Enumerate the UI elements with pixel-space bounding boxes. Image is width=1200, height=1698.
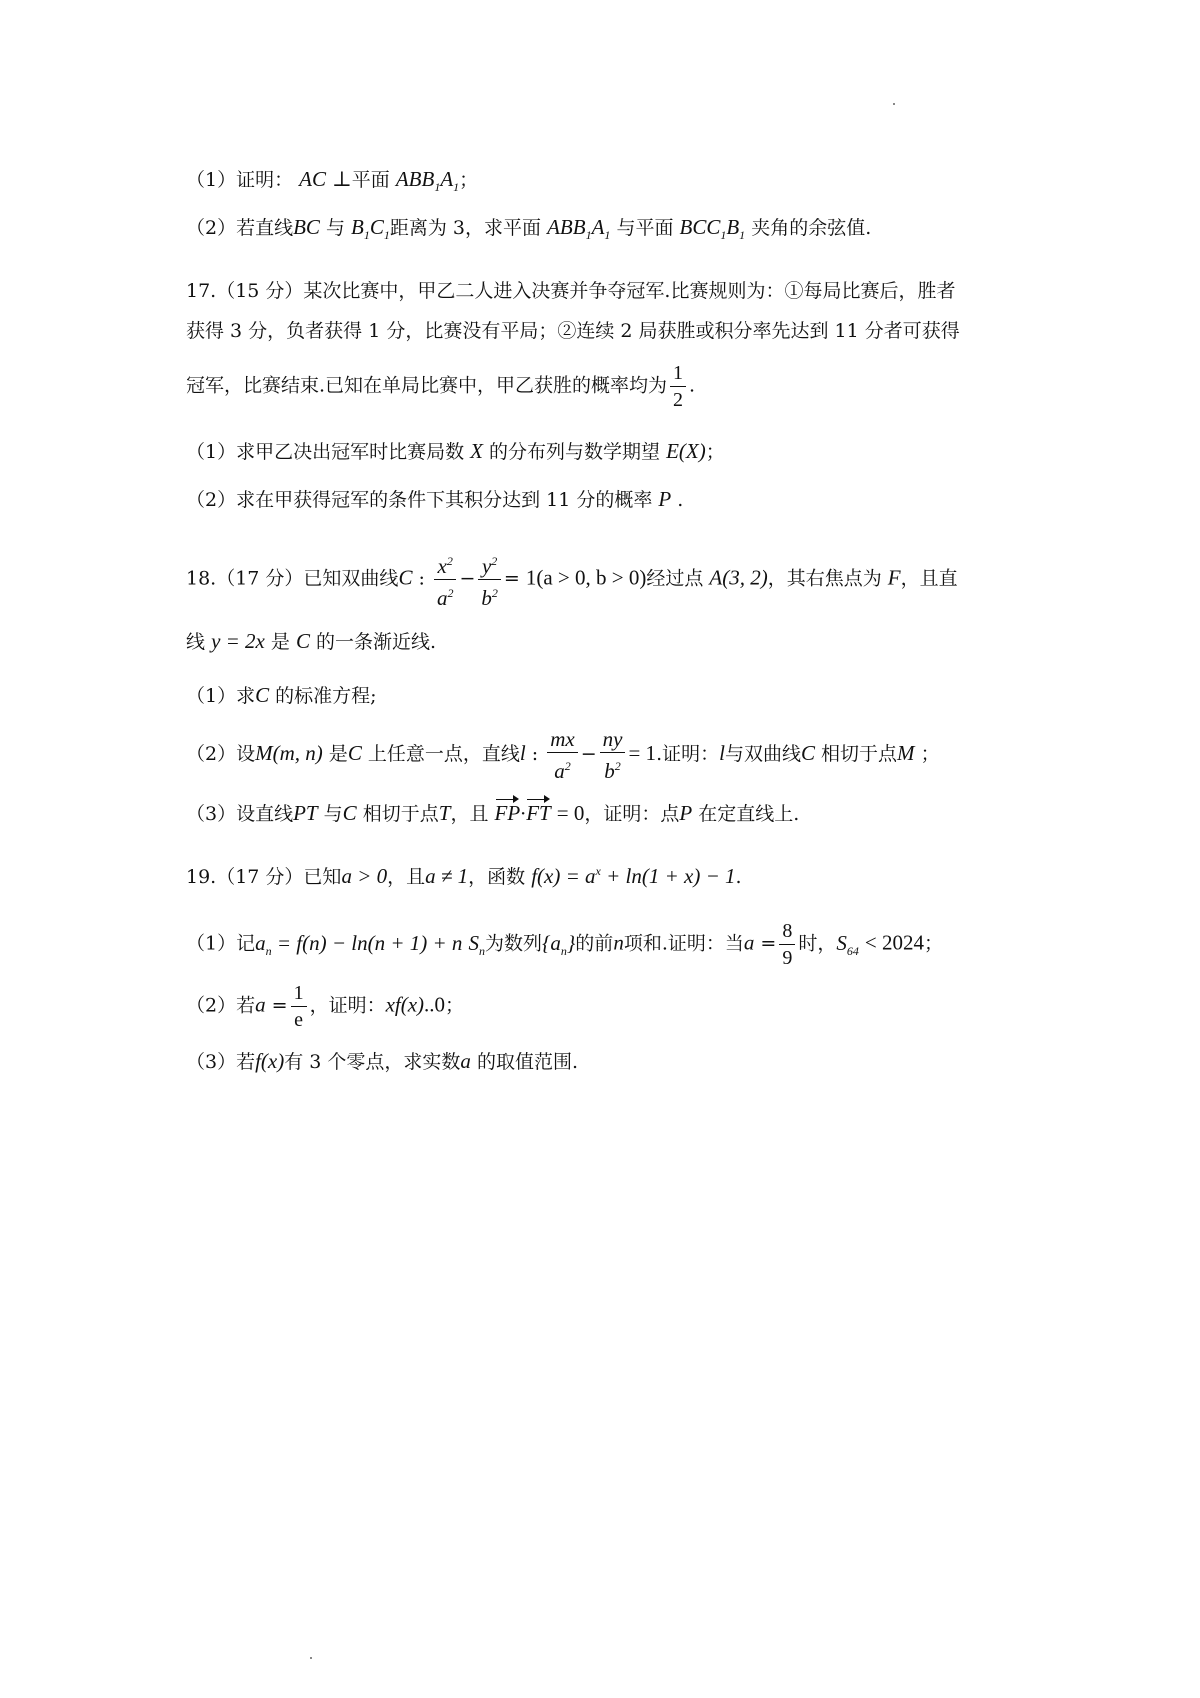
q18-part1: （1）求C 的标准方程; — [186, 683, 377, 707]
q18-part3: （3）设直线PT 与C 相切于点T，且 FP·FT = 0，证明：点P 在定直线上. — [186, 796, 799, 827]
math-c: C — [398, 565, 413, 590]
q18-part2: （2）设M(m, n) 是C 上任意一点，直线l : $\frac{mx}{a^2}$ − $\frac{ny}{b^2}$ = 1.证明：l与双曲线C 相切于点M ； — [186, 727, 940, 783]
q17-line2: 获得 3 分，负者获得 1 分，比赛没有平局；②连续 2 局获胜或积分率先达到 11 分者可获得 — [186, 320, 960, 342]
math-s64: $S_{64}$ — [836, 930, 859, 958]
math-xfx: xf(x) — [385, 992, 425, 1017]
math-fraction-y2-b2: $\frac{y^2}{b^2}$ — [478, 548, 501, 611]
math-fraction-1-e: $\frac{1}{e}$ — [291, 980, 307, 1033]
q18-line2: 线 y = 2x 是 C 的一条渐近线. — [186, 629, 437, 653]
q16-part1: （1）证明： AC ⊥平面 $ABB_1A_1$； — [186, 167, 479, 195]
math-x: X — [470, 439, 483, 463]
math-f: F — [887, 565, 901, 590]
math-bcc1b1: $BCC_1B_1$ — [679, 215, 746, 243]
math-perp: ⊥ — [332, 167, 352, 191]
math-fraction-x2-a2: $\frac{x^2}{a^2}$ — [434, 548, 457, 611]
math-p: P — [658, 487, 672, 511]
math-plane-abb1a1: $ABB_1A_1$ — [395, 167, 460, 195]
math-t: T — [438, 801, 451, 825]
q16-part2: （2）若直线BC 与 $B_1C_1$距离为 3，求平面 $ABB_1A_1$ 与平面 $BCC_1B_1$ 夹角的余弦值. — [186, 215, 872, 243]
math-a: a — [255, 992, 266, 1017]
math-function-f: $f(x) = a^x + \ln(1 + x) - 1$ — [531, 864, 736, 888]
math-m: M — [897, 741, 915, 765]
math-pt: PT — [293, 801, 318, 825]
math-sn: $S_n$ — [468, 930, 485, 958]
math-m-point: M(m, n) — [255, 741, 323, 765]
math-c: C — [295, 629, 310, 653]
math-vector-fp: FP — [495, 796, 521, 826]
q19-part3: （3）若f(x)有 3 个零点，求实数a 的取值范围. — [186, 1049, 579, 1073]
math-a: a — [743, 930, 755, 955]
q19-part2: （2）若a = $\frac{1}{e}$ ，证明：xf(x)..0； — [186, 982, 465, 1031]
math-c: C — [800, 741, 815, 765]
math-vector-ft: FT — [526, 796, 551, 826]
math-a: a — [460, 1049, 471, 1073]
q17-part2: （2）求在甲获得冠军的条件下其积分达到 11 分的概率 P . — [186, 487, 684, 511]
math-fraction-ny-b2: $\frac{ny}{b^2}$ — [600, 726, 626, 784]
math-fraction-half: $\frac{1}{2}$ — [670, 360, 686, 413]
math-n: n — [613, 930, 624, 955]
math-p: P — [679, 801, 693, 825]
scan-speck — [310, 1657, 312, 1659]
math-c: C — [342, 801, 357, 825]
math-abb1a1: $ABB_1A_1$ — [547, 215, 611, 243]
math-bc: BC — [293, 215, 320, 239]
math-c: C — [255, 683, 270, 707]
math-l: l — [719, 741, 725, 765]
scan-speck — [893, 103, 895, 105]
math-fx: f(x) — [255, 1049, 285, 1073]
q19-line1: 19.（17 分）已知a > 0，且a ≠ 1，函数 $f(x) = a^x + \ln(1 + x) - 1$. — [186, 864, 742, 888]
math-l: l — [519, 741, 526, 765]
math-c: C — [347, 741, 362, 765]
math-ac: AC — [299, 167, 326, 191]
math-expectation: E(X) — [666, 439, 706, 463]
q18-line1: 18.（17 分）已知双曲线C : $\frac{x^2}{a^2}$ − $\frac{y^2}{b^2}$ = 1(a > 0, b > 0)经过点 A(3, 2)，其右焦点为 F，且直 — [186, 548, 958, 611]
math-an-definition: $a_n = f(n) - \ln(n + 1) + n$ — [255, 930, 463, 958]
q17-part1: （1）求甲乙决出冠军时比赛局数 X 的分布列与数学期望 E(X)； — [186, 439, 725, 463]
q17-line1: 17.（15 分）某次比赛中，甲乙二人进入决赛并争夺冠军.比赛规则为：①每局比赛后，胜者 — [186, 280, 956, 302]
q17-line3: 冠军，比赛结束.已知在单局比赛中，甲乙获胜的概率均为 $\frac{1}{2}$ . — [186, 362, 696, 411]
math-fraction-mx-a2: $\frac{mx}{a^2}$ — [547, 726, 578, 784]
q19-part1: （1）记$a_n = f(n) - \ln(n + 1) + n$ $S_n$为数列$\{a_n\}$的前n项和.证明：当a = $\frac{8}{9}$ 时，$S_{64} < 2024$； — [186, 920, 943, 969]
math-sequence-an: $\{a_n\}$ — [541, 930, 576, 958]
math-b1c1: $B_1C_1$ — [351, 215, 390, 243]
math-fraction-8-9: $\frac{8}{9}$ — [779, 918, 795, 971]
